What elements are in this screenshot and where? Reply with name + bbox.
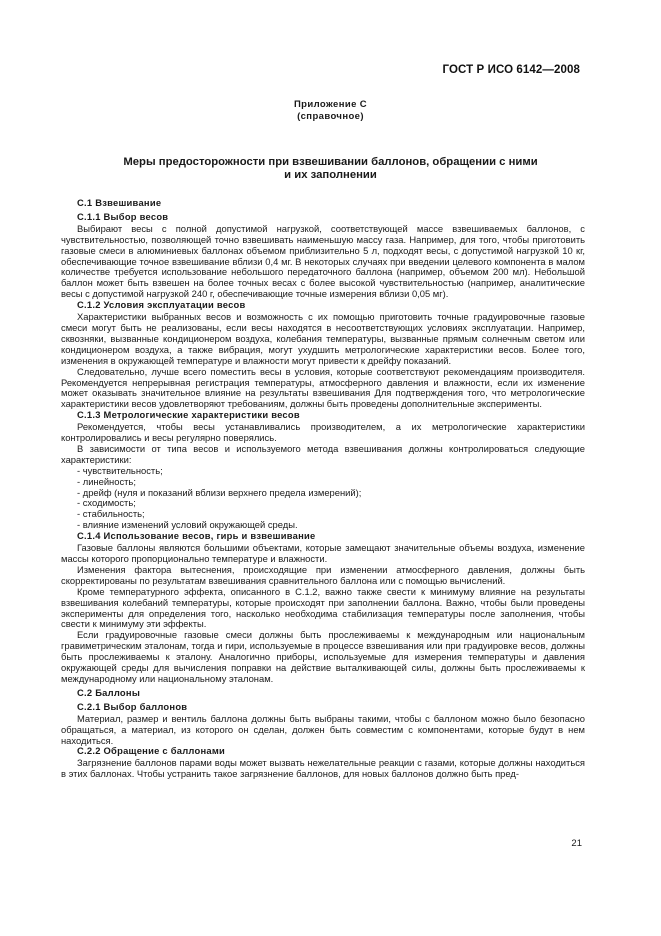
page-number: 21: [571, 838, 582, 849]
section-heading-c1-1: С.1.1 Выбор весов: [77, 210, 169, 222]
title-line-1: Меры предосторожности при взвешивании баллонов, обращении с ними: [123, 156, 538, 168]
list-item: - стабильность;: [77, 508, 145, 520]
page-title: [0, 156, 661, 181]
list-item: - линейность;: [77, 475, 136, 487]
list-item: - дрейф (нуля и показаний вблизи верхнего предела измерений);: [77, 486, 362, 498]
paragraph: В зависимости от типа весов и используемого метода взвешивания должны контролироваться следующие характеристики:: [61, 442, 585, 465]
section-heading-c2: С.2 Баллоны: [77, 686, 141, 698]
list-item: - чувствительность;: [77, 464, 163, 476]
paragraph: Следовательно, лучше всего поместить весы в условия, которые соответствуют рекомендациям производителя. Рекомендуется непрерывная регистрация температуры, атмосферного давления и влажности, если их изменение может оказывать значительное влияние на результаты взвешивания Для подтверждения того, что метрологические характеристики весов удовлетворяют требованиям, должны быть проведены дополнительные эксперименты.: [61, 365, 585, 410]
section-heading-c1: С.1 Взвешивание: [77, 197, 162, 208]
document-body: [61, 198, 585, 780]
paragraph: Материал, размер и вентиль баллона должны быть выбраны такими, чтобы с баллоном можно было безопасно обращаться, а материал, из которого он сделан, должен быть совместим с компонентами, которые будут в нем находиться.: [61, 712, 585, 746]
section-heading-c1-2: С.1.2 Условия эксплуатации весов: [77, 299, 246, 311]
paragraph: Загрязнение баллонов парами воды может вызвать нежелательные реакции с газами, которые должны находиться в этих баллонах. Чтобы устранить такое загрязнение баллонов, для новых баллонов должно быть пред-: [61, 757, 585, 780]
characteristics-list: [61, 466, 585, 531]
standard-header: ГОСТ Р ИСО 6142—2008: [442, 64, 580, 76]
section-heading-c2-2: С.2.2 Обращение с баллонами: [77, 745, 226, 757]
section-heading-c2-1: С.2.1 Выбор баллонов: [77, 700, 188, 712]
section-heading-c1-4: С.1.4 Использование весов, гирь и взвешивание: [77, 530, 316, 542]
title-line-2: и их заполнении: [284, 168, 377, 181]
list-item: - влияние изменений условий окружающей среды.: [77, 519, 298, 531]
paragraph: Изменения фактора вытеснения, происходящие при изменении атмосферного давления, должны быть скорректированы по результатам взвешивания сравнительного баллона или с помощью вычислений.: [61, 563, 585, 586]
annex-label: [0, 99, 661, 122]
annex-title: Приложение C: [293, 99, 368, 110]
paragraph: Газовые баллоны являются большими объектами, которые замещают значительные объемы воздуха, изменение массы которого пропорционально температуре и влажности.: [61, 542, 585, 564]
list-item: - сходимость;: [77, 497, 136, 509]
paragraph: Если градуировочные газовые смеси должны быть прослеживаемы к международным или национальным гравиметрическим эталонам, тогда и гири, используемые в процессе взвешивания или при градуировке весов, должны быть прослеживаемы к эталону. Аналогично приборы, используемые для измерения температуры и давления окружающей среды для вычисления поправки на действие выталкивающей силы, должны быть прослеживаемы к международному или национальному эталонам.: [61, 629, 585, 684]
paragraph: Выбирают весы с полной допустимой нагрузкой, соответствующей массе взвешиваемых баллонов, с чувствительностью, позволяющей точно взвешивать наименьшую массу газа. Например, для того, чтобы приготовить газовые смеси в алюминиевых баллонах объемом приблизительно 5 л, подходят весы, с допустимой нагрузкой 10 кг, обеспечивающие точное взвешивание вблизи 0,4 мг. В некоторых случаях при введении целевого компонента в малом количестве требуется использование небольшого передаточного баллона (например, объемом 200 мл). Небольшой баллон может быть взвешен на более точных весах с более высокой чувствительностью (например, аналитические весы с допустимой нагрузкой 240 г, обеспечивающие точные измерения вблизи 0,05 мг).: [61, 222, 585, 300]
paragraph: Характеристики выбранных весов и возможность с их помощью приготовить точные градуировочные газовые смеси могут быть не реализованы, если весы находятся в несоответствующих условиях эксплуатации. Например, сквозняки, вызванные кондиционером воздуха, колебания температуры, вызванные прямым солнечным светом или кондиционером воздуха, а также вибрация, могут ухудшить метрологические характеристики весов. Более того, изменения в окружающей температуре и влажности могут привести к дрейфу показаний.: [61, 311, 585, 366]
annex-type: (справочное): [297, 110, 364, 122]
section-heading-c1-3: С.1.3 Метрологические характеристики весов: [77, 409, 300, 421]
paragraph: Рекомендуется, чтобы весы устанавливались производителем, а их метрологические характеристики контролировались и весы регулярно поверялись.: [61, 421, 585, 444]
paragraph: Кроме температурного эффекта, описанного в С.1.2, важно также свести к минимуму влияние на результаты взвешивания колебаний температуры, которые происходят при заполнении баллона. Важно, чтобы были проведены эксперименты для определения того, насколько необходима стабилизация температуры после заполнения, чтобы свести к минимуму эти эффекты.: [61, 585, 585, 630]
